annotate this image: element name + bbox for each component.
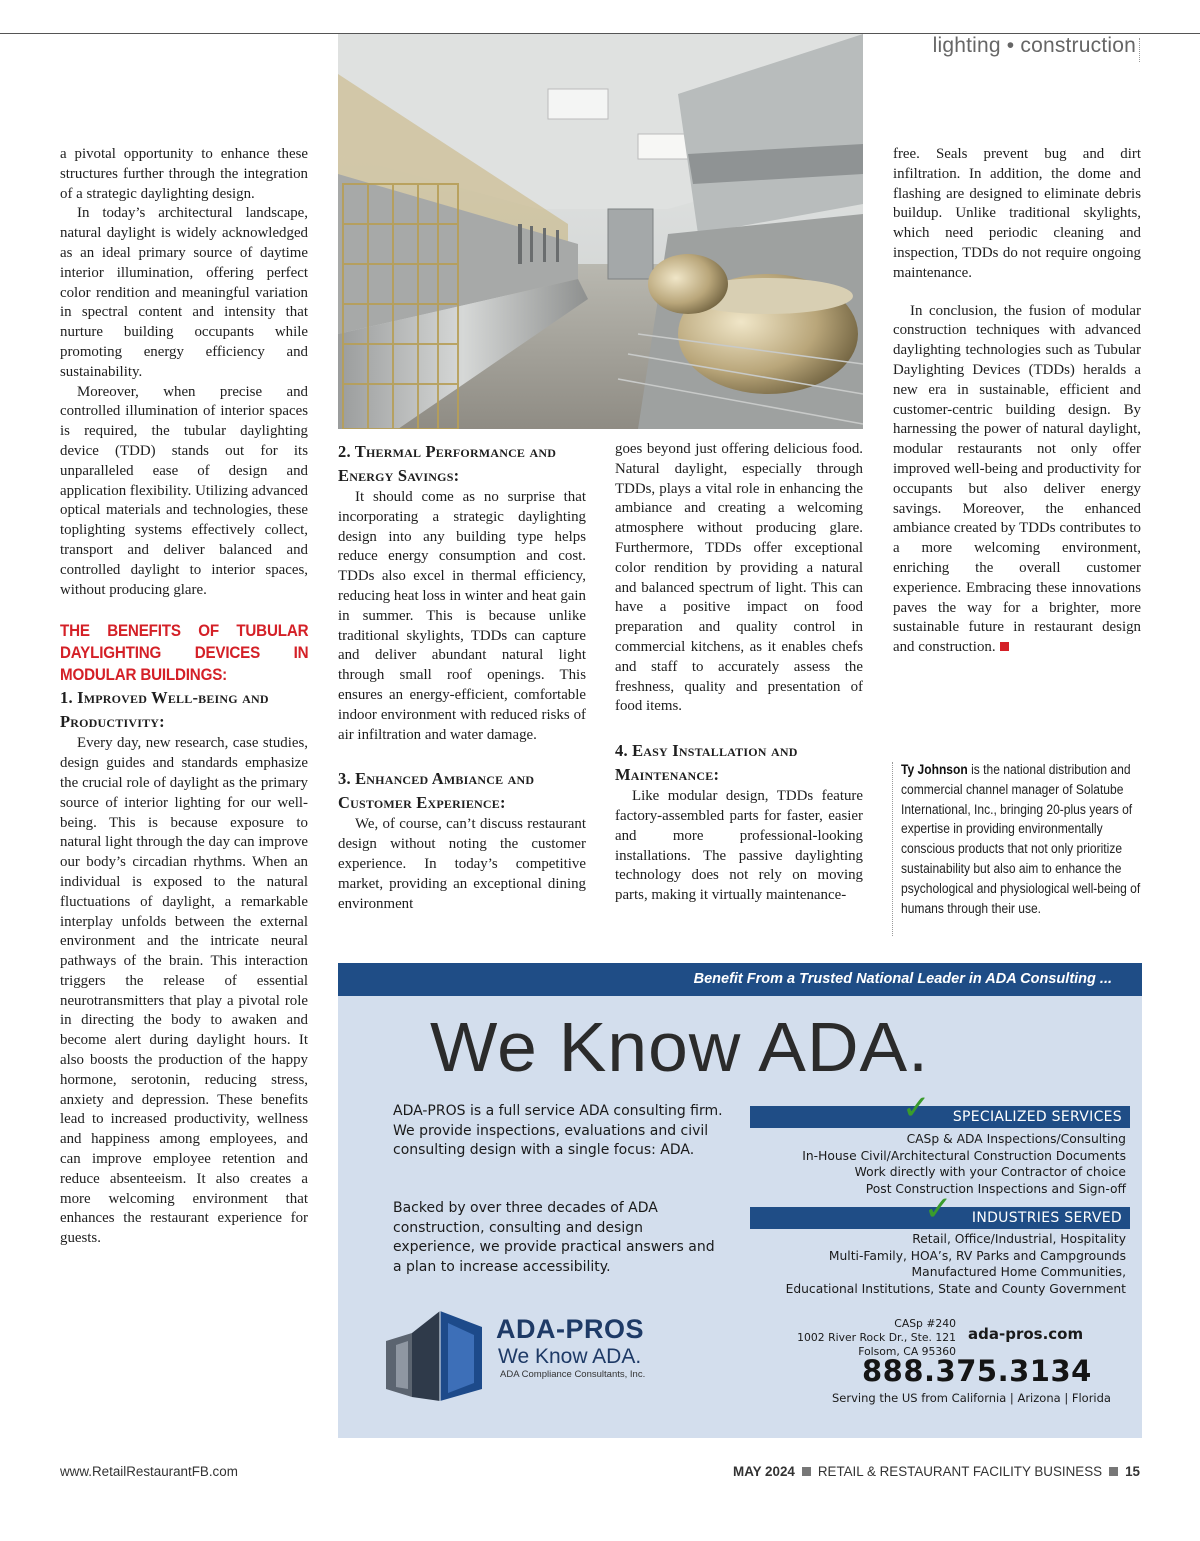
checkmark-icon: ✓	[902, 1088, 931, 1128]
casp-number: CASp #240	[894, 1317, 956, 1330]
checkmark-icon: ✓	[924, 1189, 953, 1229]
author-name: Ty Johnson	[901, 762, 968, 777]
paragraph: free. Seals prevent bug and dirt infiltration. In addition, the dome and flashing are designed to eliminate debris buildup. Unlike traditional skylights, which need periodic cleaning and inspection, TDDs do not require ongoing maintenance.	[893, 146, 1141, 281]
logo-name: ADA-PROS	[496, 1314, 645, 1344]
address-line: Folsom, CA 95360	[858, 1345, 956, 1358]
issue-date: MAY 2024	[733, 1464, 795, 1479]
magazine-name: RETAIL & RESTAURANT FACILITY BUSINESS	[817, 1464, 1103, 1479]
section-label: lighting • construction	[932, 34, 1136, 57]
section-heading: THE BENEFITS OF TUBULAR DAYLIGHTING DEVICES IN MODULAR BUILDINGS:	[60, 622, 309, 685]
ad-description: Backed by over three decades of ADA construction, consulting and design experience, we provide practical answers and a plan to increase accessibility.	[393, 1200, 715, 1275]
ad-headline: We Know ADA.	[430, 1008, 930, 1086]
logo-tagline: We Know ADA.	[498, 1345, 642, 1368]
subheading: 3. Enhanced Ambiance and Customer Experience:	[338, 769, 535, 813]
paragraph: It should come as no surprise that incorporating a strategic daylighting design into any building type helps reduce energy consumption and cost. TDDs also excel in thermal efficiency, reducing heat loss in winter and heat gain in summer. This is because unlike traditional skylights, TDDs can capture and deliver abundant natural light through small roof openings. This ensures an energy-efficient, comfortable indoor environment with reduced risks of air infiltration and water damage.	[338, 489, 586, 743]
service-area: Serving the US from California | Arizona | Florida	[832, 1391, 1111, 1405]
column-4	[893, 145, 1141, 658]
service-item: Post Construction Inspections and Sign-off	[865, 1181, 1126, 1196]
industry-item: Educational Institutions, State and County Government	[785, 1281, 1126, 1296]
building-logo-icon	[382, 1305, 490, 1401]
services-list	[726, 1131, 1126, 1197]
paragraph: a pivotal opportunity to enhance these structures further through the integration of a strategic daylighting design.	[60, 146, 308, 202]
ad-description: ADA-PROS is a full service ADA consulting firm. We provide inspections, evaluations and civil consulting design with a single focus: ADA.	[393, 1103, 723, 1158]
industry-item: Multi-Family, HOA’s, RV Parks and Campgrounds	[828, 1248, 1126, 1263]
column-3	[615, 440, 863, 906]
bio-divider	[892, 762, 893, 936]
section-divider	[1139, 38, 1140, 62]
separator-icon	[802, 1467, 811, 1476]
address-line: 1002 River Rock Dr., Ste. 121	[797, 1331, 956, 1344]
industry-item: Manufactured Home Communities,	[911, 1265, 1126, 1279]
website-link[interactable]: ada-pros.com	[968, 1325, 1084, 1343]
service-item: Work directly with your Contractor of choice	[854, 1165, 1126, 1179]
end-mark-icon	[1000, 642, 1009, 651]
paragraph: We, of course, can’t discuss restaurant design without noting the customer experience. In today’s competitive market, providing an exceptional dining environment	[338, 816, 586, 912]
paragraph: Like modular design, TDDs feature factory-assembled parts for faster, easier and more professional-looking installations. The passive daylighting technology does not rely on moving parts, making it virtually maintenance-	[615, 788, 863, 904]
author-bio-text: is the national distribution and commercial channel manager of Solatube International, Inc., bringing 20-plus years of expertise in providing environmentally conscious products that not only prioritize sustainability but also aim to enhance the psychological and physiological well-being of humans through their use.	[901, 762, 1141, 916]
service-item: CASp & ADA Inspections/Consulting	[906, 1132, 1126, 1146]
ada-pros-ad[interactable]	[338, 963, 1142, 1438]
conclusion-text: In conclusion, the fusion of modular construction techniques with advanced daylighting technologies such as Tubular Daylighting Devices (TDDs) heralds a new era in sustainable, efficient and customer-centric building design. By harnessing the power of natural daylight, modular restaurants not only offer improved well-being and productivity for occupants but also deliver energy savings. Moreover, the enhanced ambiance created by TDDs contributes to a more welcoming environment, enriching the overall customer experience. Embracing these innovations paves the way for a brighter, more sustainable future in restaurant design and construction.	[893, 302, 1141, 656]
paragraph: goes beyond just offering delicious food. Natural daylight, especially through TDDs, plays a vital role in enhancing the ambiance and creating a welcoming atmosphere without producing glare. Furthermore, TDDs offer exceptional color rendition by providing a natural and balanced spectrum of light. This can have a positive impact on food preparation and quality control in commercial kitchens, as it enables chefs and staff to accurately assess the freshness, quality and presentation of food items.	[615, 441, 863, 715]
address-block	[770, 1317, 956, 1359]
service-item: In-House Civil/Architectural Construction Documents	[802, 1148, 1126, 1163]
column-2	[338, 440, 586, 914]
subheading: 2. Thermal Performance and Energy Savings:	[338, 442, 557, 485]
page-number: 15	[1125, 1464, 1140, 1479]
footer-info	[733, 1464, 1140, 1479]
kitchen-photo	[338, 34, 863, 429]
author-bio	[901, 760, 1144, 918]
subheading: 1. Improved Well-being and Productivity:	[60, 688, 269, 732]
column-1	[60, 145, 308, 1249]
paragraph	[893, 302, 1141, 658]
services-title: SPECIALIZED SERVICES	[750, 1106, 1130, 1128]
paragraph: Every day, new research, case studies, design guides and standards emphasize the crucial role of daylight as the primary source of interior lighting for our well-being. This is because exposure to natural light through the day can improve our body’s circadian rhythms. When an individual is exposed to the natural fluctuations of daylight, a remarkable interplay unfolds between the external environment and the intricate neural pathways of the brain. This interaction triggers the release of essential neurotransmitters that play a pivotal role in directing the body to awaken and become alert during daylight hours. It also boosts the production of the happy hormone, serotonin, reducing stress, anxiety and depression. These benefits lead to increased productivity, wellness and happiness among employees, and can improve employee retention and reduce absenteeism. It also creates a more welcoming environment that enhances the restaurant experience for guests.	[60, 735, 308, 1247]
phone-number[interactable]: 888.375.3134	[862, 1354, 1092, 1388]
industry-item: Retail, Office/Industrial, Hospitality	[912, 1232, 1126, 1246]
kitchen-illustration	[338, 34, 863, 429]
ad-banner: Benefit From a Trusted National Leader in ADA Consulting ...	[338, 963, 1142, 996]
industries-list	[726, 1231, 1126, 1297]
footer-url[interactable]: www.RetailRestaurantFB.com	[60, 1464, 238, 1479]
separator-icon	[1109, 1467, 1118, 1476]
logo-subtitle: ADA Compliance Consultants, Inc.	[500, 1369, 646, 1380]
ada-pros-logo-icon	[382, 1305, 490, 1401]
paragraph: Moreover, when precise and controlled illumination of interior spaces is required, the tubular daylighting device (TDD) stands out for its unparalleled ease of design and application flexibility. Utilizing advanced optical materials and technologies, these toplighting systems effectively collect, transport and deliver balanced and controlled daylight to interior spaces, without producing glare.	[60, 383, 308, 598]
subheading: 4. Easy Installation and Maintenance:	[615, 741, 798, 785]
industries-title: INDUSTRIES SERVED	[750, 1207, 1130, 1229]
paragraph: In today’s architectural landscape, natural daylight is widely acknowledged as an ideal primary source of daytime interior illumination, offering perfect color rendition and meaningful variation in spectral content and intensity that nurture building occupants while promoting energy efficiency and sustainability.	[60, 205, 308, 380]
